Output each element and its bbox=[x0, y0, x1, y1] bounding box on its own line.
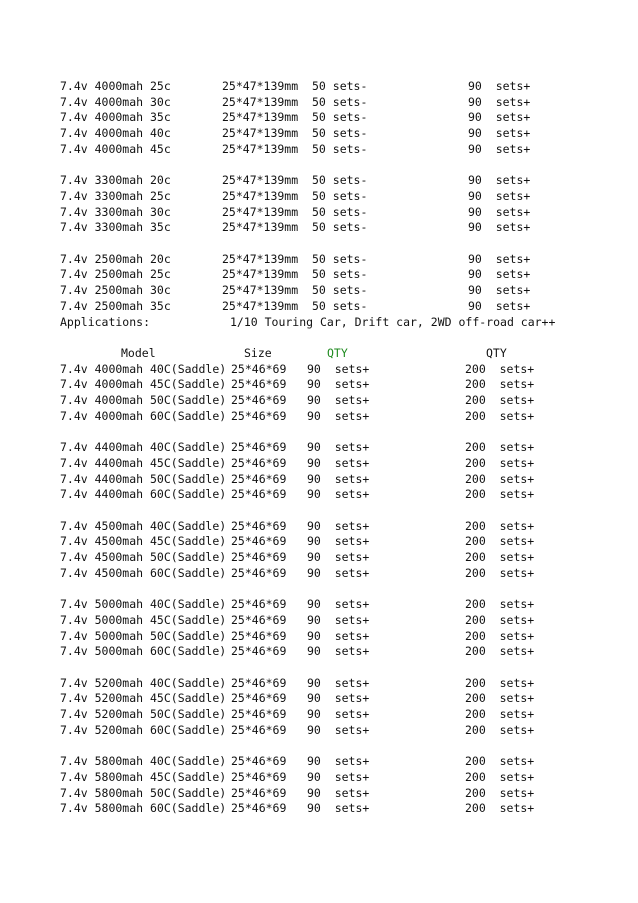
discharge-rate-cell: 30c bbox=[150, 94, 171, 109]
table-row bbox=[0, 691, 638, 707]
size-cell: 25*46*69 bbox=[231, 691, 287, 706]
qty-tier-2-cell: 200 sets+ bbox=[465, 612, 535, 627]
size-cell: 25*47*139mm bbox=[222, 204, 299, 219]
discharge-rate-cell: 30c bbox=[150, 283, 171, 298]
size-cell: 25*46*69 bbox=[231, 393, 287, 407]
qty-tier-2-cell: 90 sets+ bbox=[468, 110, 531, 125]
size-cell: 25*46*69 bbox=[231, 361, 287, 376]
qty-tier-1-cell: 50 sets- bbox=[312, 188, 368, 203]
qty-tier-2-cell: 200 sets+ bbox=[465, 644, 535, 659]
applications-row bbox=[0, 315, 638, 331]
qty-tier-1-cell: 90 sets+ bbox=[307, 769, 370, 784]
model-cell: 7.4v 4000mah 50C(Saddle) bbox=[60, 393, 227, 407]
discharge-rate-cell: 45c bbox=[150, 141, 171, 156]
qty-tier-2-cell: 200 sets+ bbox=[465, 628, 535, 643]
model-cell: 7.4v 4000mah 40C(Saddle) bbox=[60, 361, 227, 376]
table-row bbox=[0, 723, 638, 739]
model-cell: 7.4v 3300mah bbox=[60, 204, 144, 219]
table-row bbox=[0, 252, 638, 268]
qty-tier-1-cell: 90 sets+ bbox=[307, 691, 370, 706]
qty-tier-2-cell: 90 sets+ bbox=[468, 220, 531, 235]
qty-tier-1-cell: 50 sets- bbox=[312, 267, 368, 282]
size-cell: 25*46*69 bbox=[231, 455, 287, 470]
size-cell: 25*46*69 bbox=[231, 801, 287, 816]
table-row bbox=[0, 283, 638, 299]
size-cell: 25*46*69 bbox=[231, 565, 287, 580]
table-row bbox=[0, 220, 638, 236]
size-cell: 25*47*139mm bbox=[222, 298, 299, 313]
table-row bbox=[0, 613, 638, 629]
table-row bbox=[0, 393, 638, 409]
size-cell: 25*47*139mm bbox=[222, 141, 299, 156]
model-cell: 7.4v 5800mah 45C(Saddle) bbox=[60, 769, 227, 784]
qty-tier-1-cell: 50 sets- bbox=[312, 79, 368, 93]
size-cell: 25*47*139mm bbox=[222, 267, 299, 282]
size-cell: 25*47*139mm bbox=[222, 79, 299, 93]
qty-tier-1-cell: 90 sets+ bbox=[307, 754, 370, 769]
qty-tier-1-cell: 50 sets- bbox=[312, 173, 368, 188]
size-cell: 25*46*69 bbox=[231, 612, 287, 627]
qty-tier-2-cell: 200 sets+ bbox=[465, 769, 535, 784]
column-header-model: Model bbox=[121, 345, 156, 360]
size-cell: 25*47*139mm bbox=[222, 283, 299, 298]
table-row bbox=[0, 95, 638, 111]
discharge-rate-cell: 40c bbox=[150, 126, 171, 141]
qty-tier-2-cell: 200 sets+ bbox=[465, 707, 535, 721]
qty-tier-2-cell: 90 sets+ bbox=[468, 173, 531, 188]
table-row bbox=[0, 629, 638, 645]
qty-tier-1-cell: 90 sets+ bbox=[307, 785, 370, 800]
model-cell: 7.4v 5800mah 50C(Saddle) bbox=[60, 785, 227, 800]
model-cell: 7.4v 2500mah bbox=[60, 251, 144, 266]
discharge-rate-cell: 20c bbox=[150, 251, 171, 266]
size-cell: 25*46*69 bbox=[231, 707, 287, 721]
qty-tier-1-cell: 90 sets+ bbox=[307, 707, 370, 721]
model-cell: 7.4v 4000mah bbox=[60, 94, 144, 109]
size-cell: 25*46*69 bbox=[231, 471, 287, 486]
qty-tier-1-cell: 90 sets+ bbox=[307, 801, 370, 816]
qty-tier-1-cell: 50 sets- bbox=[312, 110, 368, 125]
qty-tier-2-cell: 90 sets+ bbox=[468, 126, 531, 141]
qty-tier-1-cell: 90 sets+ bbox=[307, 393, 370, 407]
model-cell: 7.4v 5800mah 60C(Saddle) bbox=[60, 801, 227, 816]
qty-tier-1-cell: 50 sets- bbox=[312, 283, 368, 298]
size-cell: 25*46*69 bbox=[231, 628, 287, 643]
model-cell: 7.4v 4000mah bbox=[60, 79, 144, 93]
qty-tier-2-cell: 200 sets+ bbox=[465, 487, 535, 502]
size-cell: 25*47*139mm bbox=[222, 110, 299, 125]
model-cell: 7.4v 5200mah 60C(Saddle) bbox=[60, 722, 227, 737]
table-row bbox=[0, 519, 638, 535]
qty-tier-1-cell: 50 sets- bbox=[312, 204, 368, 219]
model-cell: 7.4v 4000mah 45C(Saddle) bbox=[60, 377, 227, 392]
table-row bbox=[0, 79, 638, 95]
size-cell: 25*46*69 bbox=[231, 487, 287, 502]
qty-tier-2-cell: 200 sets+ bbox=[465, 455, 535, 470]
discharge-rate-cell: 25c bbox=[150, 267, 171, 282]
size-cell: 25*46*69 bbox=[231, 675, 287, 690]
qty-tier-1-cell: 90 sets+ bbox=[307, 612, 370, 627]
qty-tier-2-cell: 90 sets+ bbox=[468, 283, 531, 298]
qty-tier-2-cell: 90 sets+ bbox=[468, 298, 531, 313]
table-row bbox=[0, 472, 638, 488]
discharge-rate-cell: 25c bbox=[150, 79, 171, 93]
table-row bbox=[0, 707, 638, 723]
model-cell: 7.4v 4000mah 60C(Saddle) bbox=[60, 408, 227, 423]
qty-tier-2-cell: 200 sets+ bbox=[465, 675, 535, 690]
discharge-rate-cell: 30c bbox=[150, 204, 171, 219]
size-cell: 25*46*69 bbox=[231, 769, 287, 784]
qty-tier-1-cell: 90 sets+ bbox=[307, 471, 370, 486]
table-row bbox=[0, 173, 638, 189]
qty-tier-2-cell: 200 sets+ bbox=[465, 534, 535, 549]
qty-tier-1-cell: 90 sets+ bbox=[307, 644, 370, 659]
qty-tier-1-cell: 90 sets+ bbox=[307, 628, 370, 643]
size-cell: 25*46*69 bbox=[231, 377, 287, 392]
table-row bbox=[0, 534, 638, 550]
qty-tier-2-cell: 200 sets+ bbox=[465, 471, 535, 486]
size-cell: 25*46*69 bbox=[231, 440, 287, 455]
qty-tier-2-cell: 90 sets+ bbox=[468, 141, 531, 156]
model-cell: 7.4v 4400mah 40C(Saddle) bbox=[60, 440, 227, 455]
size-cell: 25*46*69 bbox=[231, 534, 287, 549]
size-cell: 25*46*69 bbox=[231, 518, 287, 533]
qty-tier-1-cell: 50 sets- bbox=[312, 94, 368, 109]
qty-tier-2-cell: 90 sets+ bbox=[468, 251, 531, 266]
size-cell: 25*47*139mm bbox=[222, 173, 299, 188]
qty-tier-2-cell: 200 sets+ bbox=[465, 408, 535, 423]
model-cell: 7.4v 5200mah 45C(Saddle) bbox=[60, 691, 227, 706]
table-row bbox=[0, 126, 638, 142]
model-cell: 7.4v 4500mah 50C(Saddle) bbox=[60, 550, 227, 564]
qty-tier-1-cell: 90 sets+ bbox=[307, 377, 370, 392]
qty-tier-1-cell: 90 sets+ bbox=[307, 722, 370, 737]
qty-tier-1-cell: 90 sets+ bbox=[307, 597, 370, 612]
model-cell: 7.4v 3300mah bbox=[60, 188, 144, 203]
qty-tier-2-cell: 90 sets+ bbox=[468, 204, 531, 219]
model-cell: 7.4v 4400mah 45C(Saddle) bbox=[60, 455, 227, 470]
table-row bbox=[0, 440, 638, 456]
model-cell: 7.4v 4500mah 45C(Saddle) bbox=[60, 534, 227, 549]
table-row bbox=[0, 362, 638, 378]
table-row bbox=[0, 456, 638, 472]
qty-tier-2-cell: 200 sets+ bbox=[465, 518, 535, 533]
qty-tier-1-cell: 50 sets- bbox=[312, 251, 368, 266]
qty-tier-2-cell: 200 sets+ bbox=[465, 393, 535, 407]
column-header-size: Size bbox=[244, 345, 272, 360]
table-header-row bbox=[0, 346, 638, 362]
model-cell: 7.4v 4400mah 60C(Saddle) bbox=[60, 487, 227, 502]
table-row bbox=[0, 801, 638, 817]
qty-tier-2-cell: 90 sets+ bbox=[468, 94, 531, 109]
qty-tier-2-cell: 200 sets+ bbox=[465, 550, 535, 564]
discharge-rate-cell: 35c bbox=[150, 220, 171, 235]
qty-tier-1-cell: 50 sets- bbox=[312, 141, 368, 156]
table-row bbox=[0, 597, 638, 613]
size-cell: 25*47*139mm bbox=[222, 220, 299, 235]
table-row bbox=[0, 550, 638, 566]
column-header-qty-1: QTY bbox=[327, 345, 348, 360]
model-cell: 7.4v 5000mah 40C(Saddle) bbox=[60, 597, 227, 612]
table-row bbox=[0, 676, 638, 692]
model-cell: 7.4v 4400mah 50C(Saddle) bbox=[60, 471, 227, 486]
size-cell: 25*46*69 bbox=[231, 785, 287, 800]
discharge-rate-cell: 35c bbox=[150, 298, 171, 313]
size-cell: 25*47*139mm bbox=[222, 94, 299, 109]
qty-tier-1-cell: 90 sets+ bbox=[307, 361, 370, 376]
qty-tier-1-cell: 90 sets+ bbox=[307, 455, 370, 470]
size-cell: 25*46*69 bbox=[231, 408, 287, 423]
table-row bbox=[0, 267, 638, 283]
size-cell: 25*47*139mm bbox=[222, 126, 299, 141]
model-cell: 7.4v 3300mah bbox=[60, 220, 144, 235]
table-row bbox=[0, 142, 638, 158]
model-cell: 7.4v 5000mah 45C(Saddle) bbox=[60, 612, 227, 627]
qty-tier-2-cell: 90 sets+ bbox=[468, 267, 531, 282]
model-cell: 7.4v 2500mah bbox=[60, 298, 144, 313]
qty-tier-2-cell: 200 sets+ bbox=[465, 785, 535, 800]
qty-tier-1-cell: 90 sets+ bbox=[307, 550, 370, 564]
model-cell: 7.4v 2500mah bbox=[60, 283, 144, 298]
model-cell: 7.4v 5800mah 40C(Saddle) bbox=[60, 754, 227, 769]
qty-tier-1-cell: 90 sets+ bbox=[307, 518, 370, 533]
table-row bbox=[0, 786, 638, 802]
qty-tier-2-cell: 90 sets+ bbox=[468, 188, 531, 203]
table-row bbox=[0, 566, 638, 582]
qty-tier-1-cell: 90 sets+ bbox=[307, 440, 370, 455]
model-cell: 7.4v 2500mah bbox=[60, 267, 144, 282]
size-cell: 25*47*139mm bbox=[222, 188, 299, 203]
model-cell: 7.4v 3300mah bbox=[60, 173, 144, 188]
qty-tier-2-cell: 200 sets+ bbox=[465, 377, 535, 392]
size-cell: 25*46*69 bbox=[231, 754, 287, 769]
qty-tier-1-cell: 90 sets+ bbox=[307, 565, 370, 580]
qty-tier-1-cell: 90 sets+ bbox=[307, 675, 370, 690]
model-cell: 7.4v 5200mah 40C(Saddle) bbox=[60, 675, 227, 690]
qty-tier-2-cell: 200 sets+ bbox=[465, 440, 535, 455]
qty-tier-1-cell: 90 sets+ bbox=[307, 534, 370, 549]
qty-tier-2-cell: 200 sets+ bbox=[465, 722, 535, 737]
column-header-qty-2: QTY bbox=[486, 345, 507, 360]
size-cell: 25*47*139mm bbox=[222, 251, 299, 266]
size-cell: 25*46*69 bbox=[231, 550, 287, 564]
table-row bbox=[0, 110, 638, 126]
table-row bbox=[0, 644, 638, 660]
model-cell: 7.4v 5000mah 60C(Saddle) bbox=[60, 644, 227, 659]
qty-tier-2-cell: 200 sets+ bbox=[465, 565, 535, 580]
model-cell: 7.4v 5000mah 50C(Saddle) bbox=[60, 628, 227, 643]
qty-tier-1-cell: 50 sets- bbox=[312, 298, 368, 313]
discharge-rate-cell: 20c bbox=[150, 173, 171, 188]
qty-tier-1-cell: 90 sets+ bbox=[307, 487, 370, 502]
qty-tier-2-cell: 200 sets+ bbox=[465, 361, 535, 376]
qty-tier-2-cell: 200 sets+ bbox=[465, 691, 535, 706]
applications-value: 1/10 Touring Car, Drift car, 2WD off-road car++ bbox=[230, 314, 556, 329]
table-row bbox=[0, 770, 638, 786]
qty-tier-2-cell: 200 sets+ bbox=[465, 597, 535, 612]
size-cell: 25*46*69 bbox=[231, 644, 287, 659]
model-cell: 7.4v 5200mah 50C(Saddle) bbox=[60, 707, 227, 721]
qty-tier-1-cell: 90 sets+ bbox=[307, 408, 370, 423]
qty-tier-2-cell: 200 sets+ bbox=[465, 754, 535, 769]
table-row bbox=[0, 205, 638, 221]
table-row bbox=[0, 377, 638, 393]
discharge-rate-cell: 25c bbox=[150, 188, 171, 203]
size-cell: 25*46*69 bbox=[231, 597, 287, 612]
qty-tier-2-cell: 200 sets+ bbox=[465, 801, 535, 816]
model-cell: 7.4v 4000mah bbox=[60, 110, 144, 125]
applications-label: Applications: bbox=[60, 314, 151, 329]
model-cell: 7.4v 4500mah 60C(Saddle) bbox=[60, 565, 227, 580]
discharge-rate-cell: 35c bbox=[150, 110, 171, 125]
size-cell: 25*46*69 bbox=[231, 722, 287, 737]
qty-tier-2-cell: 90 sets+ bbox=[468, 79, 531, 93]
qty-tier-1-cell: 50 sets- bbox=[312, 220, 368, 235]
model-cell: 7.4v 4000mah bbox=[60, 141, 144, 156]
model-cell: 7.4v 4500mah 40C(Saddle) bbox=[60, 518, 227, 533]
qty-tier-1-cell: 50 sets- bbox=[312, 126, 368, 141]
table-row bbox=[0, 754, 638, 770]
table-row bbox=[0, 299, 638, 315]
model-cell: 7.4v 4000mah bbox=[60, 126, 144, 141]
table-row bbox=[0, 189, 638, 205]
table-row bbox=[0, 409, 638, 425]
table-row bbox=[0, 487, 638, 503]
